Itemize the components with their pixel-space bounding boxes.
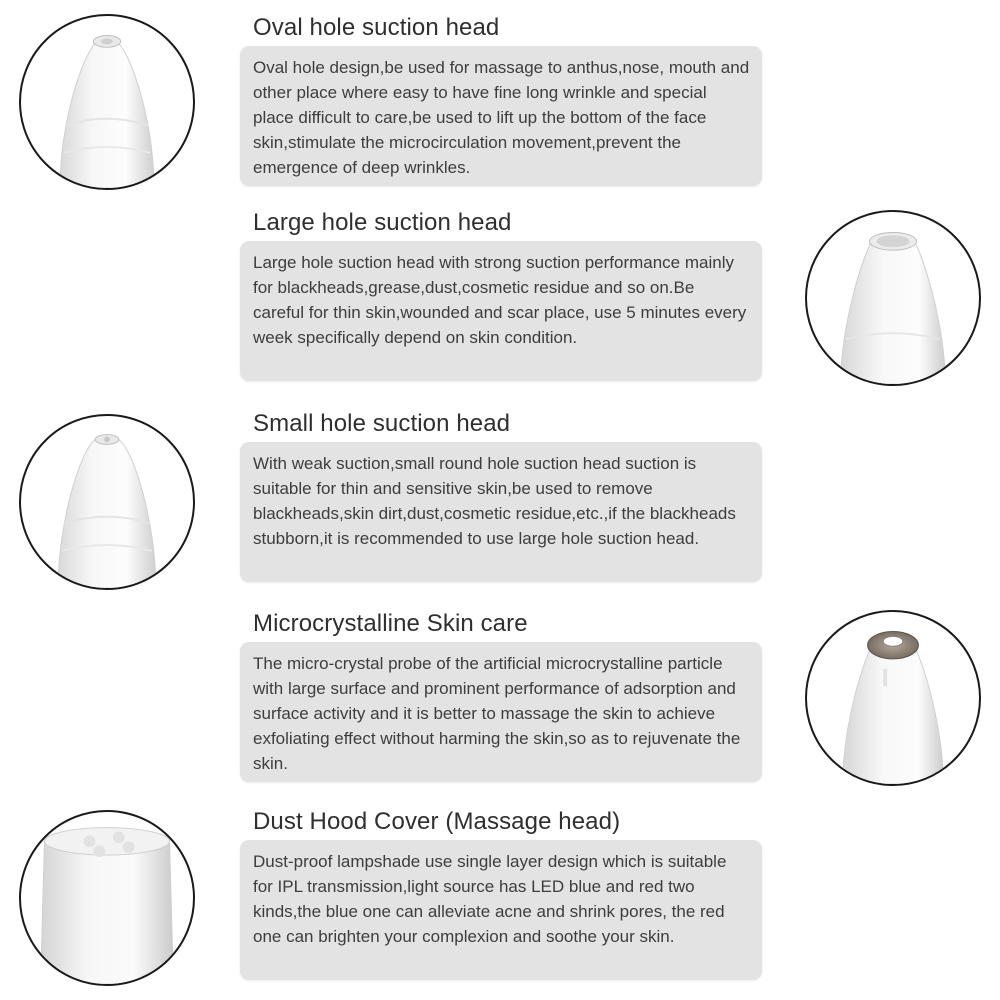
section-title: Small hole suction head <box>253 410 511 437</box>
section-description: With weak suction,small round hole suction head suction is suitable for thin and sensitive skin,be used to remove blackheads,skin dirt,dust,cosmetic residue,etc.,if the blackheads stubborn,it is recommended to use large hole suction head. <box>253 454 736 548</box>
section-description: Oval hole design,be used for massage to anthus,nose, mouth and other place where easy to have fine long wrinkle and special place difficult to care,be used to lift up the bottom of the face skin,stimulate the microcirculation movement,prevent the emergence of deep wrinkles. <box>253 58 750 177</box>
dust-hood-cover-icon <box>19 810 195 986</box>
description-box <box>240 840 762 980</box>
section-title: Microcrystalline Skin care <box>253 610 528 637</box>
oval-hole-suction-head-icon <box>19 14 195 190</box>
description-box <box>240 241 762 381</box>
section-title: Dust Hood Cover (Massage head) <box>253 808 621 835</box>
description-box <box>240 46 762 186</box>
microcrystalline-head-icon <box>805 610 981 786</box>
section-title: Large hole suction head <box>253 209 512 236</box>
section-description: Dust-proof lampshade use single layer design which is suitable for IPL transmission,light source has LED blue and red two kinds,the blue one can alleviate acne and shrink pores, the red one can brighten your complexion and soothe your skin. <box>253 852 727 946</box>
description-box <box>240 642 762 782</box>
small-hole-suction-head-icon <box>19 414 195 590</box>
description-box <box>240 442 762 582</box>
large-hole-suction-head-icon <box>805 210 981 386</box>
section-description: The micro-crystal probe of the artificial microcrystalline particle with large surface and prominent performance of adsorption and surface activity and it is better to massage the skin to achieve exfoliating effect without harming the skin,so as to rejuvenate the skin. <box>253 654 741 773</box>
section-title: Oval hole suction head <box>253 14 500 41</box>
section-description: Large hole suction head with strong suction performance mainly for blackheads,grease,dust,cosmetic residue and so on.Be careful for thin skin,wounded and scar place, use 5 minutes every week specifically depend on skin condition. <box>253 253 747 347</box>
